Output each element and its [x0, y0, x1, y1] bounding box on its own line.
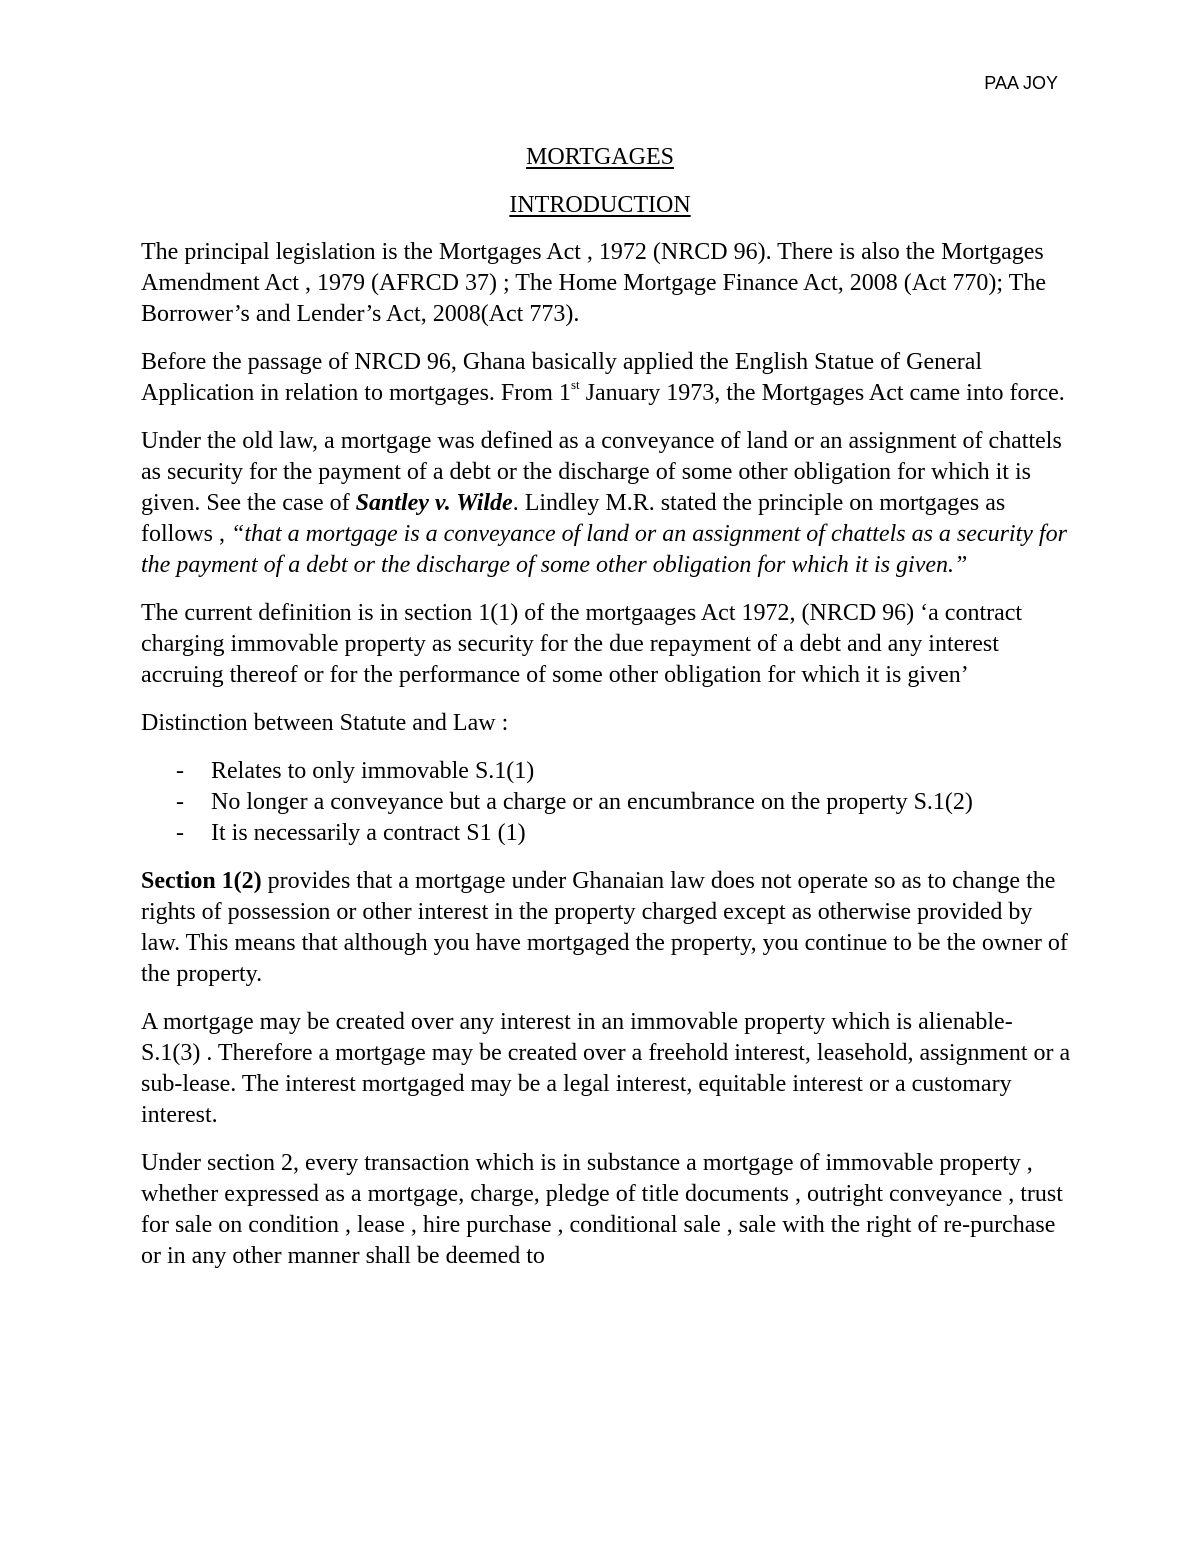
document-title: MORTGAGES [526, 144, 674, 170]
paragraph-text: January 1973, the Mortgages Act came into force. [579, 380, 1065, 406]
paragraph-old-law [141, 426, 1071, 581]
quotation: “that a mortgage is a conveyance of land or an assignment of chattels as a security for the payment of a debt or the discharge of some other obligation for which it is given.” [141, 521, 1067, 578]
distinction-list [141, 756, 1071, 849]
paragraph-section-1-2 [141, 866, 1071, 990]
document-body [141, 237, 1071, 1289]
paragraph-text: Before the passage of NRCD 96, Ghana basically applied the English Statue of General Application in relation to mortgages. From 1 [141, 349, 983, 406]
paragraph-interests: A mortgage may be created over any interest in an immovable property which is alienable-S.1(3) . Therefore a mortgage may be created over a freehold interest, leasehold, assignment or a sub-lease. The interest mortgaged may be a legal interest, equitable interest or a customary interest. [141, 1009, 1071, 1128]
paragraph-legislation: The principal legislation is the Mortgages Act , 1972 (NRCD 96). There is also the Mortgages Amendment Act , 1979 (AFRCD 37) ; The Home Mortgage Finance Act, 2008 (Act 770); The Borrower’s and Lender’s Act, 2008(Act 773). [141, 239, 1046, 327]
list-item: - Relates to only immovable S.1(1) [141, 756, 1071, 787]
paragraph-text: Under the old law, a mortgage was defined as a conveyance of land or an assignment of chattels as security for the payment of a debt or the discharge of some other obligation for which it is given. See the case of [141, 428, 1062, 516]
paragraph-text: . Lindley M.R. stated the principle on mortgages as follows , [141, 490, 1006, 547]
case-name: Santley v. Wilde [355, 490, 513, 516]
paragraph-text: provides that a mortgage under Ghanaian law does not operate so as to change the rights of possession or other interest in the property charged except as otherwise provided by law. This means that although you have mortgaged the property, you continue to be the owner of the property. [141, 868, 1068, 987]
list-item: - No longer a conveyance but a charge or an encumbrance on the property S.1(2) [141, 787, 1071, 818]
paragraph-section-2: Under section 2, every transaction which is in substance a mortgage of immovable property , whether expressed as a mortgage, charge, pledge of title documents , outright conveyance , trust for sale on condition , lease , hire purchase , conditional sale , sale with the right of re-purchase or in any other manner shall be deemed to [141, 1150, 1063, 1269]
paragraph-distinction: Distinction between Statute and Law : [141, 710, 509, 736]
list-item: - It is necessarily a contract S1 (1) [141, 818, 1071, 849]
ordinal-suffix: st [570, 377, 580, 392]
paragraph-history [141, 347, 1071, 409]
header-author: PAA JOY [984, 73, 1058, 93]
section-heading: INTRODUCTION [509, 192, 691, 218]
section-reference: Section 1(2) [141, 868, 262, 894]
paragraph-current-definition: The current definition is in section 1(1) of the mortgaages Act 1972, (NRCD 96) ‘a contract charging immovable property as security for the due repayment of a debt and any interest accruing thereof or for the performance of some other obligation for which it is given’ [141, 600, 1023, 688]
